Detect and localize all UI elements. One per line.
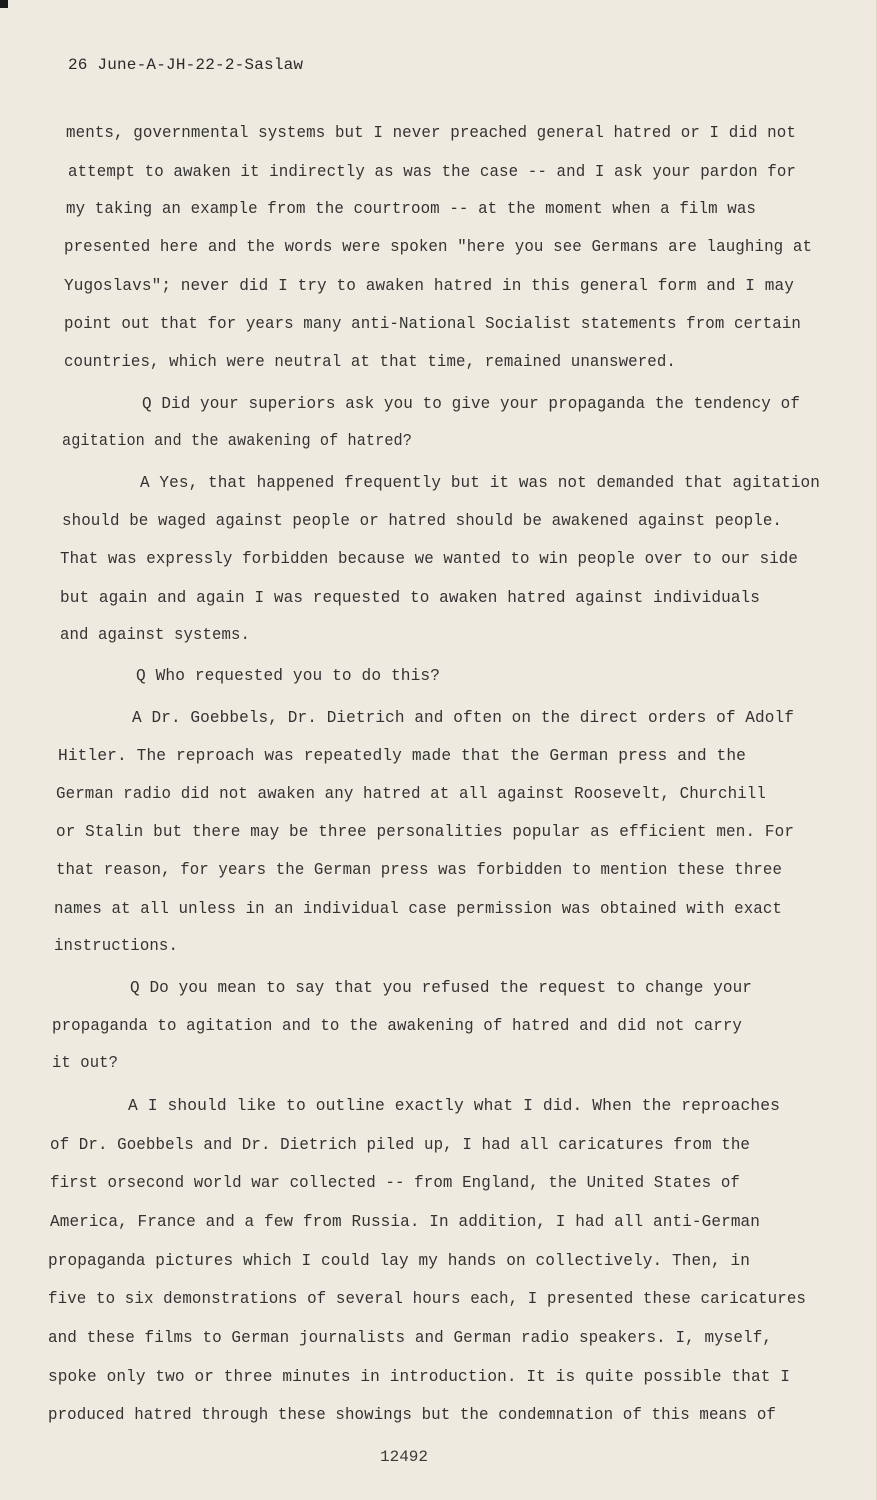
text-line: instructions. (54, 936, 179, 955)
text-line: German radio did not awaken any hatred at all against Roosevelt, Churchill (56, 784, 766, 803)
text-line: five to six demonstrations of several hours each, I presented these caricatures (48, 1289, 807, 1308)
text-line: and against systems. (60, 625, 251, 644)
text-line: my taking an example from the courtroom -- at the moment when a film was (66, 199, 756, 218)
page-number: 12492 (380, 1448, 429, 1466)
question-line: Q Did your superiors ask you to give your propaganda the tendency of (142, 394, 801, 413)
text-line: presented here and the words were spoken "here you see Germans are laughing at (64, 237, 813, 256)
question-line: Q Do you mean to say that you refused the request to change your (130, 978, 753, 997)
answer-line: A Yes, that happened frequently but it was not demanded that agitation (140, 473, 820, 492)
page-reference-header: 26 June-A-JH-22-2-Saslaw (68, 56, 304, 74)
text-line: and these films to German journalists and German radio speakers. I, myself, (48, 1328, 773, 1347)
text-line: countries, which were neutral at that time, remained unanswered. (64, 352, 676, 371)
text-line: attempt to awaken it indirectly as was the case -- and I ask your pardon for (68, 162, 797, 181)
text-line: of Dr. Goebbels and Dr. Dietrich piled up, I had all caricatures from the (50, 1135, 751, 1154)
text-line: America, France and a few from Russia. In addition, I had all anti-German (50, 1212, 761, 1231)
text-line: agitation and the awakening of hatred? (62, 431, 412, 450)
text-line: propaganda pictures which I could lay my hands on collectively. Then, in (48, 1251, 751, 1270)
text-line: should be waged against people or hatred should be awakened against people. (62, 511, 783, 530)
text-line: produced hatred through these showings but the condemnation of this means of (48, 1405, 777, 1424)
answer-line: A Dr. Goebbels, Dr. Dietrich and often on the direct orders of Adolf (132, 708, 794, 727)
text-line: spoke only two or three minutes in introduction. It is quite possible that I (48, 1367, 791, 1386)
text-line: or Stalin but there may be three personalities popular as efficient men. For (56, 822, 795, 841)
text-line: names at all unless in an individual case permission was obtained with exact (54, 899, 783, 918)
text-line: that reason, for years the German press was forbidden to mention these three (56, 860, 783, 879)
text-line: Hitler. The reproach was repeatedly made that the German press and the (58, 746, 747, 765)
text-line: propaganda to agitation and to the awakening of hatred and did not carry (52, 1016, 742, 1035)
corner-mark (0, 0, 8, 8)
text-line: but again and again I was requested to awaken hatred against individuals (60, 588, 760, 607)
text-line: first orsecond world war collected -- from England, the United States of (50, 1173, 740, 1192)
text-line: Yugoslavs"; never did I try to awaken hatred in this general form and I may (64, 276, 794, 295)
text-line: it out? (52, 1053, 118, 1072)
question-line: Q Who requested you to do this? (136, 666, 441, 685)
text-line: point out that for years many anti-National Socialist statements from certain (64, 314, 801, 333)
answer-line: A I should like to outline exactly what I did. When the reproaches (128, 1096, 781, 1115)
text-line: ments, governmental systems but I never preached general hatred or I did not (66, 123, 797, 142)
text-line: That was expressly forbidden because we wanted to win people over to our side (60, 549, 798, 568)
